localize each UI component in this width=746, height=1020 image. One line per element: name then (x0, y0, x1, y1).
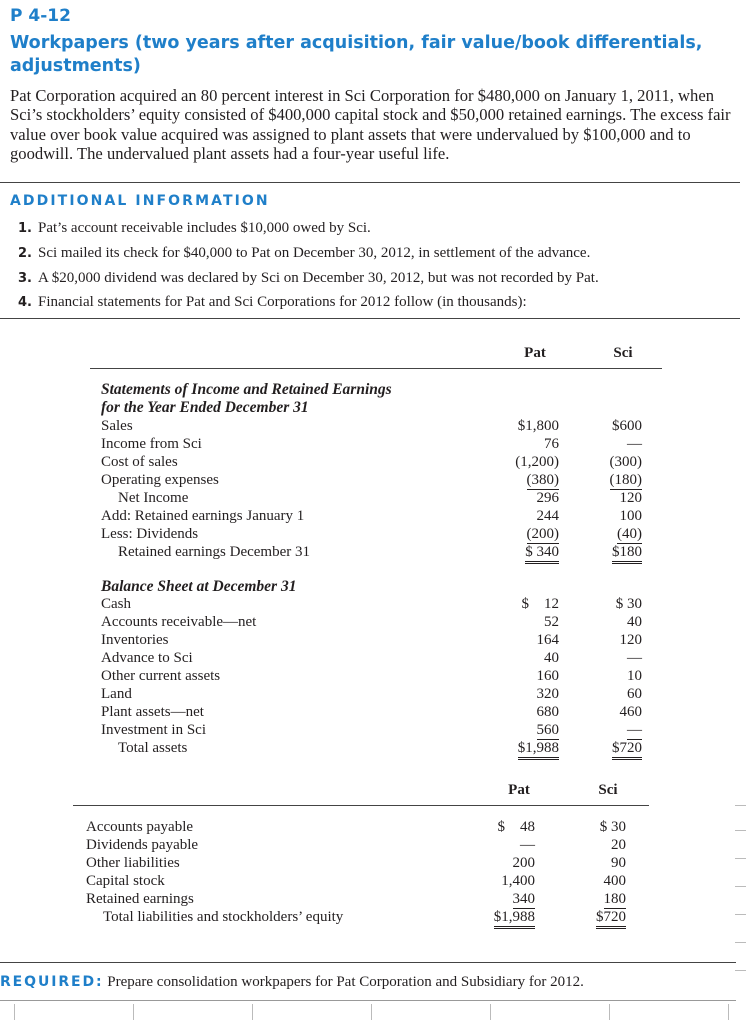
row-label-capital-stock: Capital stock (86, 873, 165, 889)
grid-tick (735, 970, 746, 971)
row-label-accounts-payable: Accounts payable (86, 819, 194, 835)
balance-sheet-title: Balance Sheet at December 31 (101, 578, 297, 595)
problem-title: Workpapers (two years after acquisition, fair value/book differentials, adjustments) (10, 33, 703, 76)
pat-other-current-assets: 160 (536, 668, 559, 684)
row-label-retained-earnings: Retained earnings (86, 891, 194, 907)
grid-tick (609, 1004, 610, 1020)
row-label-total-assets: Total assets (118, 740, 188, 756)
sci-income-from-sci: — (627, 436, 642, 452)
grid-tick (252, 1004, 253, 1020)
info-item-1 (18, 220, 371, 237)
sci-land: 60 (627, 686, 642, 702)
table-header-rule (90, 368, 662, 369)
pat-cash: $ 12 (521, 596, 559, 612)
column-header-sci: Sci (613, 345, 633, 361)
pat-net-income: 296 (536, 490, 559, 506)
info-text: Sci mailed its check for $40,000 to Pat on December 30, 2012, in settlement of the advance. (37, 245, 591, 261)
sci-total-liabilities-equity: $720 (596, 909, 626, 929)
row-label-cost-of-sales: Cost of sales (101, 454, 178, 470)
pat-income-from-sci: 76 (544, 436, 559, 452)
pat-investment-in-sci: 560 (536, 722, 559, 738)
sci-cost-of-sales: (300) (609, 454, 642, 470)
problem-number: P 4-12 (10, 6, 71, 26)
grid-tick (735, 886, 746, 887)
intro-paragraph: Pat Corporation acquired an 80 percent interest in Sci Corporation for $480,000 on January 1, 2011, when Sci’s stockholders’ equity consisted of $400,000 capital stock and $50,000 retained earnings. The excess fair value over book value acquired was assigned to plant assets that were undervalued by $100,000 and to goodwill. The undervalued plant assets had a four-year useful life. (10, 86, 731, 163)
row-label-retained-earnings-dec31: Retained earnings December 31 (118, 544, 311, 560)
required-line (0, 974, 584, 991)
row-label-cash: Cash (101, 596, 131, 612)
pat-land: 320 (536, 686, 559, 702)
additional-info-heading: ADDITIONAL INFORMATION (10, 193, 270, 209)
pat-retained-earnings: 340 (512, 891, 535, 907)
grid-tick (490, 1004, 491, 1020)
sci-dividends: (40) (617, 526, 642, 542)
income-statement-subtitle: for the Year Ended December 31 (101, 399, 309, 416)
sci-dividends-payable: 20 (611, 837, 626, 853)
row-label-net-income: Net Income (118, 490, 189, 506)
row-label-advance-to-sci: Advance to Sci (101, 650, 193, 666)
required-text: Prepare consolidation workpapers for Pat Corporation and Subsidiary for 2012. (107, 974, 584, 990)
sci-accounts-payable: $ 30 (599, 819, 626, 835)
pat-dividends: (200) (526, 526, 559, 542)
pat-accounts-payable: $ 48 (497, 819, 535, 835)
row-label-dividends: Less: Dividends (101, 526, 199, 542)
info-text: A $20,000 dividend was declared by Sci on December 30, 2012, but was not recorded by Pat. (37, 270, 599, 286)
info-number: 3. (18, 271, 32, 286)
divider-bottom (0, 1000, 736, 1001)
grid-tick (735, 914, 746, 915)
row-label-other-liabilities: Other liabilities (86, 855, 180, 871)
info-text: Pat’s account receivable includes $10,000 owed by Sci. (37, 220, 371, 236)
row-label-operating-expenses: Operating expenses (101, 472, 219, 488)
info-number: 1. (18, 221, 32, 236)
row-label-plant-assets: Plant assets—net (101, 704, 204, 720)
lower-table-header-rule (73, 805, 649, 806)
grid-tick (735, 942, 746, 943)
sci-plant-assets: 460 (619, 704, 642, 720)
column-header-pat-lower: Pat (508, 782, 530, 798)
sci-sales: $600 (612, 418, 642, 434)
row-label-land: Land (101, 686, 132, 702)
sci-net-income: 120 (619, 490, 642, 506)
info-item-4 (18, 294, 527, 311)
divider-info (0, 318, 740, 319)
grid-tick (14, 1004, 15, 1020)
row-label-sales: Sales (101, 418, 133, 434)
grid-tick (735, 858, 746, 859)
info-number: 4. (18, 295, 32, 310)
pat-total-assets: $1,988 (518, 740, 559, 760)
row-label-inventories: Inventories (101, 632, 169, 648)
row-label-investment-in-sci: Investment in Sci (101, 722, 206, 738)
grid-tick (133, 1004, 134, 1020)
sci-capital-stock: 400 (603, 873, 626, 889)
pat-cost-of-sales: (1,200) (515, 454, 559, 470)
pat-inventories: 164 (536, 632, 559, 648)
pat-dividends-payable: — (520, 837, 535, 853)
grid-tick (735, 805, 746, 806)
sci-other-current-assets: 10 (627, 668, 642, 684)
pat-capital-stock: 1,400 (501, 873, 535, 889)
pat-retained-earnings-dec31: $ 340 (525, 544, 559, 564)
pat-total-liabilities-equity: $1,988 (494, 909, 535, 929)
sci-other-liabilities: 90 (611, 855, 626, 871)
column-header-sci-lower: Sci (598, 782, 618, 798)
grid-tick (728, 1004, 729, 1020)
pat-advance-to-sci: 40 (544, 650, 559, 666)
required-label: REQUIRED: (0, 974, 104, 990)
grid-tick (371, 1004, 372, 1020)
pat-plant-assets: 680 (536, 704, 559, 720)
column-header-pat: Pat (524, 345, 546, 361)
sci-cash: $ 30 (615, 596, 642, 612)
row-label-income-from-sci: Income from Sci (101, 436, 202, 452)
sci-operating-expenses: (180) (609, 472, 642, 488)
sci-retained-earnings-jan1: 100 (619, 508, 642, 524)
row-label-accounts-receivable: Accounts receivable—net (101, 614, 257, 630)
divider-required (0, 962, 736, 963)
pat-other-liabilities: 200 (512, 855, 535, 871)
info-text: Financial statements for Pat and Sci Corporations for 2012 follow (in thousands): (37, 294, 527, 310)
info-item-3 (18, 270, 599, 287)
income-statement-title: Statements of Income and Retained Earnings (101, 381, 392, 398)
sci-retained-earnings-dec31: $180 (612, 544, 642, 564)
row-label-other-current-assets: Other current assets (101, 668, 221, 684)
row-label-dividends-payable: Dividends payable (86, 837, 199, 853)
sci-retained-earnings: 180 (603, 891, 626, 907)
sci-accounts-receivable: 40 (627, 614, 642, 630)
pat-accounts-receivable: 52 (544, 614, 559, 630)
sci-advance-to-sci: — (627, 650, 642, 666)
sci-inventories: 120 (619, 632, 642, 648)
row-label-retained-earnings-jan1: Add: Retained earnings January 1 (101, 508, 305, 524)
pat-sales: $1,800 (517, 418, 559, 434)
info-number: 2. (18, 246, 32, 261)
pat-operating-expenses: (380) (526, 472, 559, 488)
divider-top (0, 182, 740, 183)
pat-retained-earnings-jan1: 244 (536, 508, 559, 524)
sci-investment-in-sci: — (627, 722, 642, 738)
sci-total-assets: $720 (612, 740, 642, 760)
grid-tick (735, 830, 746, 831)
row-label-total-liabilities-equity: Total liabilities and stockholders’ equity (103, 909, 344, 925)
info-item-2 (18, 245, 590, 262)
